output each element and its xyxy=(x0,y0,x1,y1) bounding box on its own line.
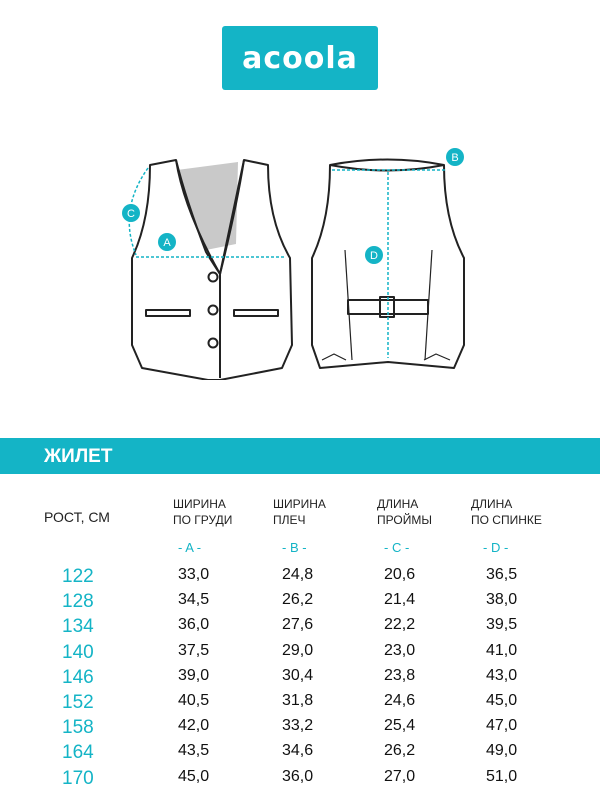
label-c: C xyxy=(127,208,135,220)
table-cell-value: 23,0 xyxy=(384,641,416,659)
vest-back-view xyxy=(312,160,464,369)
table-cell-value: 29,0 xyxy=(282,641,314,659)
table-cell-value: 26,2 xyxy=(384,742,416,760)
vest-button xyxy=(209,339,218,348)
table-cell-value: 20,6 xyxy=(384,566,416,583)
label-d: D xyxy=(370,250,378,262)
vest-pocket xyxy=(146,310,190,316)
table-cell-value: 34,5 xyxy=(178,591,210,609)
column-letter-c: - C - xyxy=(384,540,410,555)
table-cell-value: 25,4 xyxy=(384,717,416,735)
table-cell-height: 122 xyxy=(62,566,94,587)
table-cell-value: 40,5 xyxy=(178,692,210,709)
table-cell-value: 47,0 xyxy=(486,717,518,735)
table-cell-value: 45,0 xyxy=(486,692,518,709)
column-header-height: РОСТ, СМ xyxy=(44,509,110,525)
column-letter-a: - A - xyxy=(178,540,202,555)
table-cell-value: 36,0 xyxy=(178,616,210,634)
table-cell-height: 134 xyxy=(62,616,94,638)
table-cell-value: 33,2 xyxy=(282,717,314,735)
column-header-armhole: ДЛИНА ПРОЙМЫ xyxy=(377,497,432,527)
vest-button xyxy=(209,273,218,282)
table-cell-height: 128 xyxy=(62,591,94,613)
vest-front-view xyxy=(129,160,292,380)
section-title: ЖИЛЕТ xyxy=(44,446,113,467)
table-cell-value: 39,5 xyxy=(486,616,518,634)
table-cell-height: 170 xyxy=(62,767,94,789)
table-cell-value: 31,8 xyxy=(282,692,314,709)
column-letter-d: - D - xyxy=(483,540,509,555)
table-cell-value: 21,4 xyxy=(384,591,416,609)
table-cell-value: 36,0 xyxy=(282,767,314,785)
table-cell-value: 38,0 xyxy=(486,591,518,609)
table-cell-value: 36,5 xyxy=(486,566,518,583)
column-header-chest: ШИРИНА ПО ГРУДИ xyxy=(173,497,233,527)
measurement-labels xyxy=(122,148,464,264)
vest-diagram xyxy=(0,140,600,380)
table-cell-value: 26,2 xyxy=(282,591,314,609)
table-cell-height: 152 xyxy=(62,692,94,713)
table-cell-value: 27,0 xyxy=(384,767,416,785)
table-cell-value: 30,4 xyxy=(282,666,314,684)
table-cell-value: 45,0 xyxy=(178,767,210,785)
table-cell-value: 37,5 xyxy=(178,641,210,659)
table-cell-value: 23,8 xyxy=(384,666,416,684)
table-cell-height: 164 xyxy=(62,742,94,764)
label-b: B xyxy=(451,152,459,164)
table-cell-value: 34,6 xyxy=(282,742,314,760)
column-letter-b: - B - xyxy=(282,540,307,555)
table-cell-height: 146 xyxy=(62,666,94,688)
brand-logo-text: acoola xyxy=(242,40,358,76)
table-cell-height: 158 xyxy=(62,717,94,739)
table-cell-value: 42,0 xyxy=(178,717,210,735)
table-cell-value: 43,5 xyxy=(178,742,210,760)
vest-pocket xyxy=(234,310,278,316)
column-header-shoulders: ШИРИНА ПЛЕЧ xyxy=(273,497,326,527)
section-band xyxy=(0,438,600,474)
table-cell-value: 27,6 xyxy=(282,616,314,634)
column-header-back-length: ДЛИНА ПО СПИНКЕ xyxy=(471,497,542,527)
table-cell-value: 24,6 xyxy=(384,692,416,709)
table-cell-height: 140 xyxy=(62,641,94,663)
brand-logo xyxy=(222,26,378,90)
table-cell-value: 43,0 xyxy=(486,666,518,684)
table-cell-value: 22,2 xyxy=(384,616,416,634)
label-a: A xyxy=(163,237,171,249)
table-cell-value: 49,0 xyxy=(486,742,518,760)
table-cell-value: 24,8 xyxy=(282,566,314,583)
table-cell-value: 41,0 xyxy=(486,641,518,659)
table-cell-value: 33,0 xyxy=(178,566,210,583)
vest-button xyxy=(209,306,218,315)
table-cell-value: 39,0 xyxy=(178,666,210,684)
table-cell-value: 51,0 xyxy=(486,767,518,785)
